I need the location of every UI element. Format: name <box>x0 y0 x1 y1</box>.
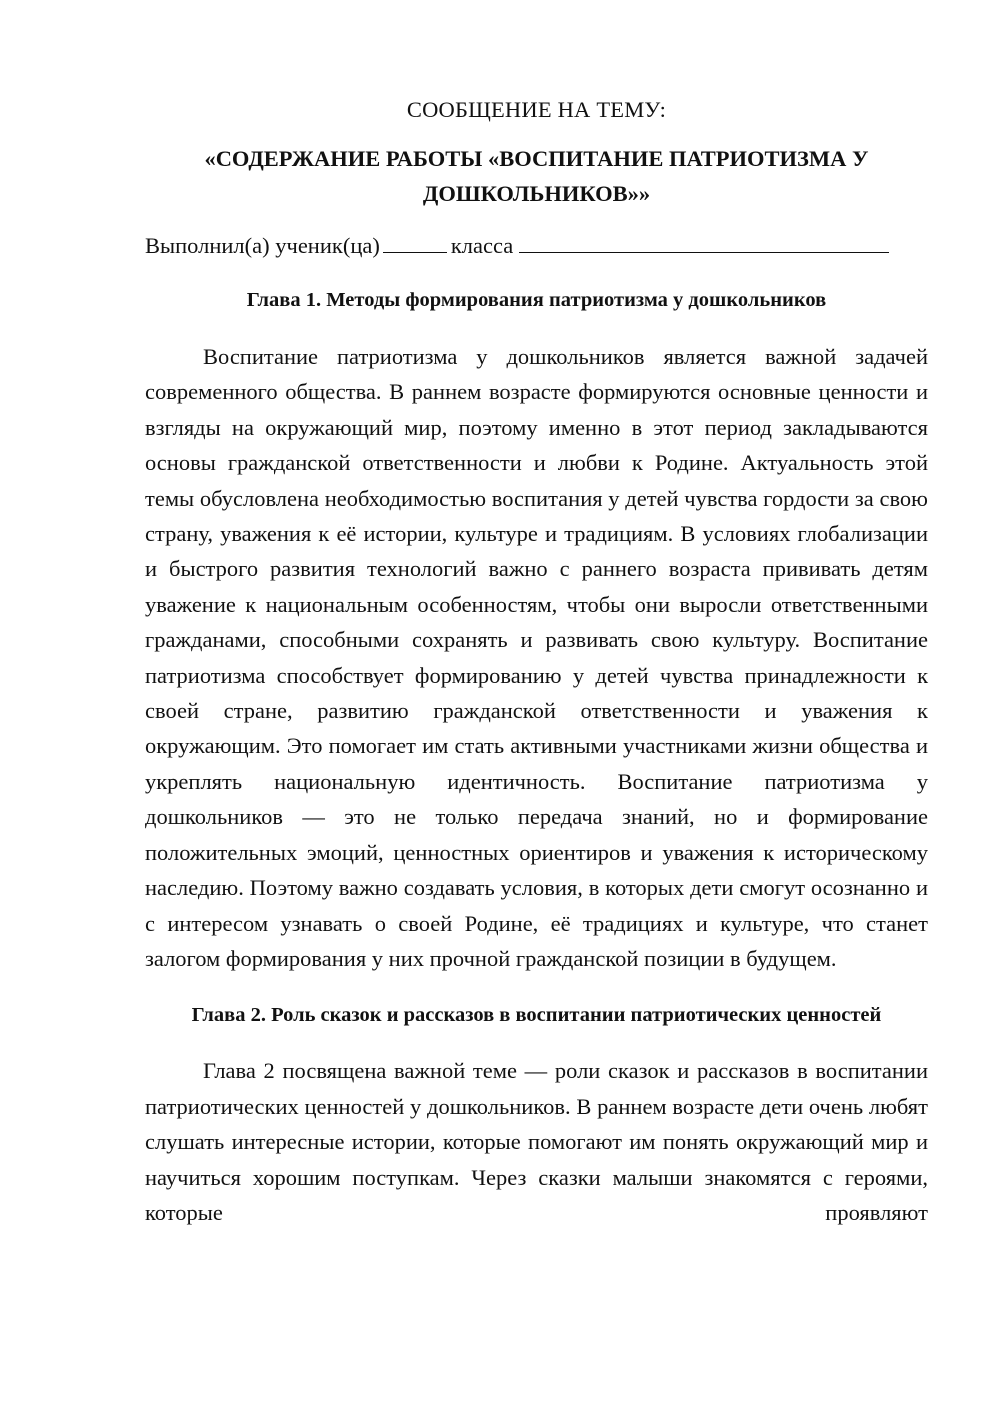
chapter1-heading: Глава 1. Методы формирования патриотизма у дошкольников <box>246 289 827 311</box>
author-line <box>145 228 928 263</box>
chapter2-heading: Глава 2. Роль сказок и рассказов в воспитании патриотических ценностей <box>191 1004 882 1027</box>
document-page <box>145 92 928 1230</box>
chapter2-paragraph: Глава 2 посвящена важной теме — роли сказок и рассказов в воспитании патриотических ценностей у дошкольников. В раннем возрасте дети очень любят слушать интересные истории, которые помогают им понять окружающий мир и научиться хорошим поступкам. Через сказки малыши знакомятся с героями, которые проявляют <box>145 1058 928 1225</box>
author-name-blank <box>519 228 889 253</box>
chapter1-paragraph: Воспитание патриотизма у дошкольников является важной задачей современного общества. В раннем возрасте формируются основные ценности и взгляды на окружающий мир, поэтому именно в этот период закладываются основы гражданской ответственности и любви к Родине. Актуальность этой темы обусловлена необходимостью воспитания у детей чувства гордости за свою страну, уважения к её истории, культуре и традициям. В условиях глобализации и быстрого развития технологий важно с раннего возраста прививать детям уважение к национальным особенностям, чтобы они выросли ответственными гражданами, способными сохранять и развивать свою культуру. Воспитание патриотизма способствует формированию у детей чувства принадлежности к своей стране, развитию гражданской ответственности и уважения к окружающим. Это помогает им стать активными участниками жизни общества и укреплять национальную идентичность. Воспитание патриотизма у дошкольников — это не только передача знаний, но и формирование положительных эмоций, ценностных ориентиров и уважения к историческому наследию. Поэтому важно создавать условия, в которых дети смогут осознанно и с интересом узнавать о своей Родине, её традициях и культуре, что станет залогом формирования у них прочной гражданской позиции в будущем. <box>145 344 928 971</box>
class-number-blank <box>383 228 447 253</box>
author-prefix: Выполнил(а) ученик(ца) <box>145 233 380 258</box>
class-word: класса <box>450 233 514 258</box>
document-title-line1: СООБЩЕНИЕ НА ТЕМУ: <box>406 97 667 122</box>
document-title: «СОДЕРЖАНИЕ РАБОТЫ «ВОСПИТАНИЕ ПАТРИОТИЗМА У ДОШКОЛЬНИКОВ»» <box>204 146 869 206</box>
